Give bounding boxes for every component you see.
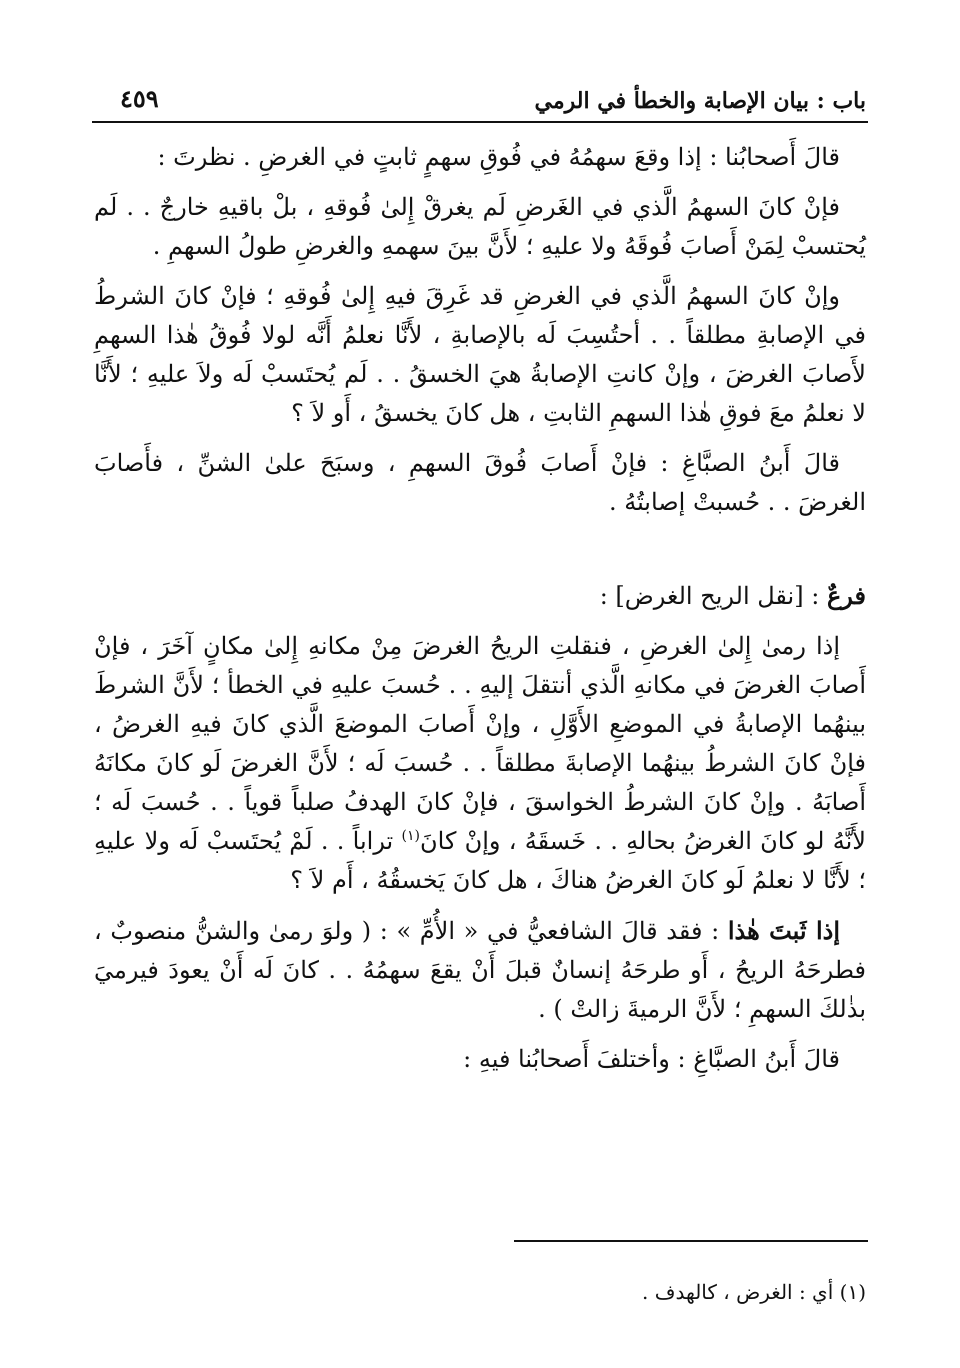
paragraph <box>94 627 866 900</box>
paragraph: قالَ أَبنُ الصبَّاغِ : وأختلفَ أَصحابُنا فيهِ : <box>463 1045 840 1073</box>
paragraph: قالَ أَصحابُنا : إذا وقعَ سهمُهُ في فُوقِ سهمٍ ثابتٍ في الغرضِ . نظرتَ : <box>157 143 840 171</box>
footnote-ref[interactable]: (١) <box>401 828 420 844</box>
chapter-title: باب : بيان الإصابة والخطأ في الرمي <box>534 88 866 114</box>
paragraph: وإنْ كانَ السهمُ الَّذي في الغرضِ قد غَرِقَ فيهِ إِلىٰ فُوقهِ ؛ فإنْ كانَ الشرطُ في الإصابةِ مطلقاً . . أحتُسِبَ لَه بالإصابةِ ، لأَنَّا نعلمُ أَنَّه لولا فُوقُ هٰذا السهمِ لأَصابَ الغرضَ ، وإنْ كانتِ الإصابةُ هيَ الخسقُ . . لَم يُحتَسبْ لَه ولاَ عليهِ ؛ لأَنَّا لا نعلمُ معَ فوقِ هٰذا السهمِ الثابتِ ، هل كانَ يخسقُ ، أَو لاَ ؟ <box>94 282 866 427</box>
paragraph-text: تراباً . . لَمْ يُحتَسبْ لَه ولا عليهِ ؛ لأَنَّا لا نعلمُ لَو كانَ الغرضُ هناكَ ، هل كانَ يَخسقُهُ ، أَم لاَ ؟ <box>94 827 866 894</box>
section-heading <box>94 576 866 616</box>
running-header <box>92 80 868 120</box>
paragraph-text: : فقد قالَ الشافعيُّ في « الأُمِّ » : ( ولوَ رمىٰ والشنُّ منصوبٌ ، فطرحَهُ الريحُ ، أَو طرحَهُ إنسانٌ قبلَ أَنْ يقعَ سهمُهُ . . كانَ لَه أَنْ يعودَ فيرميَ بذٰلكَ السهمِ ؛ لأَنَّ الرميةَ زالتْ ) . <box>94 917 866 1023</box>
paragraph: فإنْ كانَ السهمُ الَّذي في الغَرضِ لَم يغرقْ إِلىٰ فُوقهِ ، بلْ باقيهِ خارجٌ . . لَم يُحتسبْ لِمَنْ أَصابَ فُوقَهُ ولا عليهِ ؛ لأَنَّ بينَ سهمهِ والغرضِ طولُ السهمِ . <box>94 193 866 260</box>
main-text <box>94 138 866 1090</box>
paragraph-text: إذا رمىٰ إِلىٰ الغرضِ ، فنقلتِ الريحُ الغرضَ مِنْ مكانهِ إِلىٰ مكانٍ آخَرَ ، فإنْ أَصابَ الغرضَ في مكانهِ الَّذي أنتقلَ إليهِ . . حُسبَ عليهِ في الخطأ ؛ لأَنَّ الشرطَ بينهُما الإصابةُ في الموضعِ الأَوَّلِ ، وإنْ أَصابَ الموضعَ الَّذي كانَ فيهِ الغرضُ ، فإنْ كانَ الشرطُ بينهُما الإصابةَ مطلقاً . . حُسبَ لَه ؛ لأَنَّ الغرضَ لَو كانَ مكانَهُ أَصابَهُ . وإنْ كانَ الشرطُ الخواسقَ ، فإنْ كانَ الهدفُ صلباً قوياً . . حُسبَ لَه ؛ لأَنَّهُ لو كانَ الغرضُ بحالهِ . . خَسقَهُ ، وإنْ كانَ <box>94 632 866 855</box>
paragraph-lead: إذا ثَبتَ هٰذا <box>727 916 840 945</box>
branch-label: فرعٌ <box>826 581 866 610</box>
footnote: (١) أي : الغرض ، كالهدف . <box>642 1280 866 1304</box>
header-divider <box>92 121 868 123</box>
branch-title: : [نقل الريح الغرض] : <box>599 582 820 610</box>
footnote-divider <box>514 1240 868 1242</box>
paragraph <box>94 911 866 1029</box>
page-number: ٤٥٩ <box>120 84 159 113</box>
paragraph: قالَ أَبنُ الصبَّاغِ : فإنْ أَصابَ فُوقَ السهمِ ، وسبَحَ علىٰ الشنِّ ، فأَصابَ الغرضَ . . حُسبتْ إصابتُهُ . <box>94 449 866 516</box>
